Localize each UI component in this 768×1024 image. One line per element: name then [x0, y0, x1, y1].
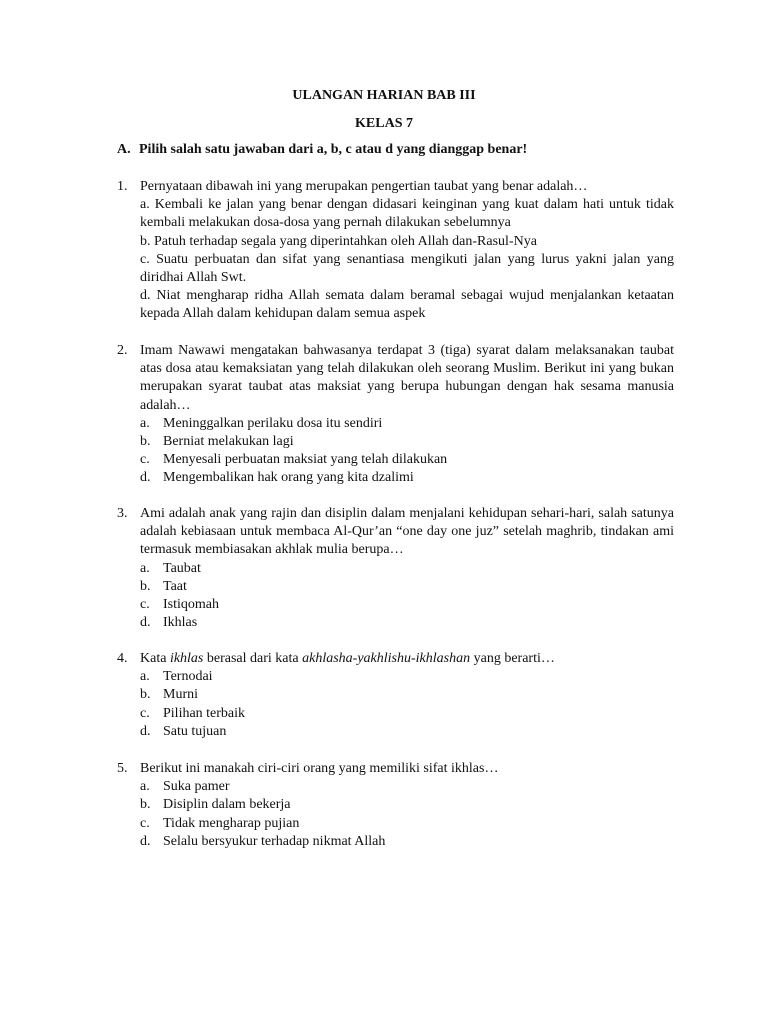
- answer-option-d: [140, 614, 674, 632]
- option-letter: c.: [140, 597, 150, 613]
- answer-option-c: [140, 451, 674, 469]
- answer-option-b: [140, 433, 674, 451]
- option-letter: b.: [140, 797, 151, 813]
- question-2: [117, 342, 674, 488]
- option-letter: a.: [140, 669, 150, 685]
- answer-option-a: [140, 415, 674, 433]
- section-label: A.: [117, 142, 131, 157]
- stem-text: berasal dari kata: [203, 651, 303, 666]
- option-letter: b.: [140, 434, 151, 450]
- question-stem: Berikut ini manakah ciri-ciri orang yang memiliki sifat ikhlas…: [140, 761, 499, 776]
- stem-text: yang berarti…: [470, 651, 555, 666]
- option-letter: d.: [140, 723, 151, 739]
- stem-term: ikhlas: [169, 651, 204, 666]
- option-text: Murni: [163, 687, 198, 703]
- answer-option-b: [140, 578, 674, 596]
- option-text: Menyesali perbuatan maksiat yang telah dilakukan: [163, 452, 448, 468]
- option-text: Ikhlas: [163, 615, 198, 631]
- question-5: [117, 760, 674, 851]
- answer-option-c: [140, 705, 674, 723]
- answer-option-d: [140, 833, 674, 851]
- question-3: [117, 505, 674, 632]
- answer-option-b: [140, 686, 674, 704]
- option-text: Pilihan terbaik: [163, 705, 246, 721]
- answer-option-d: [140, 723, 674, 741]
- question-number: 3.: [117, 506, 128, 521]
- answer-option-c: c. Suatu perbuatan dan sifat yang senantiasa mengikuti jalan yang lurus yakni jalan yang diridhai Allah Swt.: [140, 251, 674, 286]
- option-text: Berniat melakukan lagi: [163, 434, 294, 450]
- answer-option-c: [140, 596, 674, 614]
- option-text: Selalu bersyukur terhadap nikmat Allah: [163, 833, 386, 849]
- option-letter: d.: [140, 833, 151, 849]
- answer-option-b: [140, 796, 674, 814]
- option-text: Istiqomah: [163, 597, 219, 613]
- option-letter: a.: [140, 560, 150, 576]
- answer-option-a: [140, 560, 674, 578]
- question-number: 1.: [117, 179, 128, 194]
- answer-option-b: b. Patuh terhadap segala yang diperintahkan oleh Allah dan-Rasul-Nya: [140, 233, 537, 249]
- option-letter: a.: [140, 779, 150, 795]
- question-number: 5.: [117, 761, 128, 776]
- answer-option-a: [140, 668, 674, 686]
- document-title: ULANGAN HARIAN BAB III: [292, 88, 476, 103]
- option-text: Meninggalkan perilaku dosa itu sendiri: [163, 415, 383, 431]
- answer-option-a: a. Kembali ke jalan yang benar dengan didasari keinginan yang kuat dalam hati untuk tidak kembali melakukan dosa-dosa yang pernah dilakukan sebelumnya: [140, 197, 674, 231]
- answer-option-a: [140, 778, 674, 796]
- question-4: [117, 650, 674, 741]
- option-text: Mengembalikan hak orang yang kita dzalimi: [163, 470, 414, 486]
- question-1: [117, 178, 674, 324]
- option-letter: a.: [140, 415, 150, 431]
- section-instruction: [117, 142, 527, 158]
- question-stem: Ami adalah anak yang rajin dan disiplin dalam menjalani kehidupan sehari-hari, salah satunya adalah kebiasaan untuk membaca Al-Qur’an “one day one juz” setelah maghrib, tindakan ami termasuk membiasakan akhlak mulia berupa…: [140, 506, 674, 558]
- answer-option-c: [140, 815, 674, 833]
- answer-option-d: [140, 469, 674, 487]
- option-text: Tidak mengharap pujian: [163, 815, 300, 831]
- stem-term: akhlasha-yakhlishu-ikhlashan: [302, 651, 471, 666]
- instruction-text: Pilih salah satu jawaban dari a, b, c atau d yang dianggap benar!: [139, 142, 528, 157]
- option-letter: d.: [140, 615, 151, 631]
- question-number: 4.: [117, 651, 128, 666]
- option-letter: c.: [140, 705, 150, 721]
- class-label: KELAS 7: [355, 116, 413, 131]
- option-letter: b.: [140, 687, 151, 703]
- option-letter: b.: [140, 578, 151, 594]
- option-text: Satu tujuan: [163, 723, 227, 739]
- option-text: Ternodai: [163, 669, 213, 685]
- option-letter: c.: [140, 815, 150, 831]
- stem-text: Kata: [140, 651, 170, 666]
- question-number: 2.: [117, 343, 128, 358]
- option-text: Suka pamer: [163, 779, 230, 795]
- option-letter: c.: [140, 452, 150, 468]
- question-stem: Imam Nawawi mengatakan bahwasanya terdapat 3 (tiga) syarat dalam melaksanakan taubat atas dosa atau kemaksiatan yang telah dilakukan oleh seorang Muslim. Berikut ini yang bukan merupakan syarat taubat atas maksiat yang berupa hubungan dengan hak sesama manusia adalah…: [140, 343, 674, 413]
- question-stem: [140, 650, 674, 668]
- option-text: Disiplin dalam bekerja: [163, 797, 291, 813]
- option-text: Taat: [163, 578, 187, 594]
- option-text: Taubat: [163, 560, 201, 576]
- option-letter: d.: [140, 470, 151, 486]
- question-stem: Pernyataan dibawah ini yang merupakan pengertian taubat yang benar adalah…: [140, 179, 588, 194]
- answer-option-d: d. Niat mengharap ridha Allah semata dalam beramal sebagai wujud menjalankan ketaatan kepada Allah dalam kehidupan dalam semua aspek: [140, 288, 674, 322]
